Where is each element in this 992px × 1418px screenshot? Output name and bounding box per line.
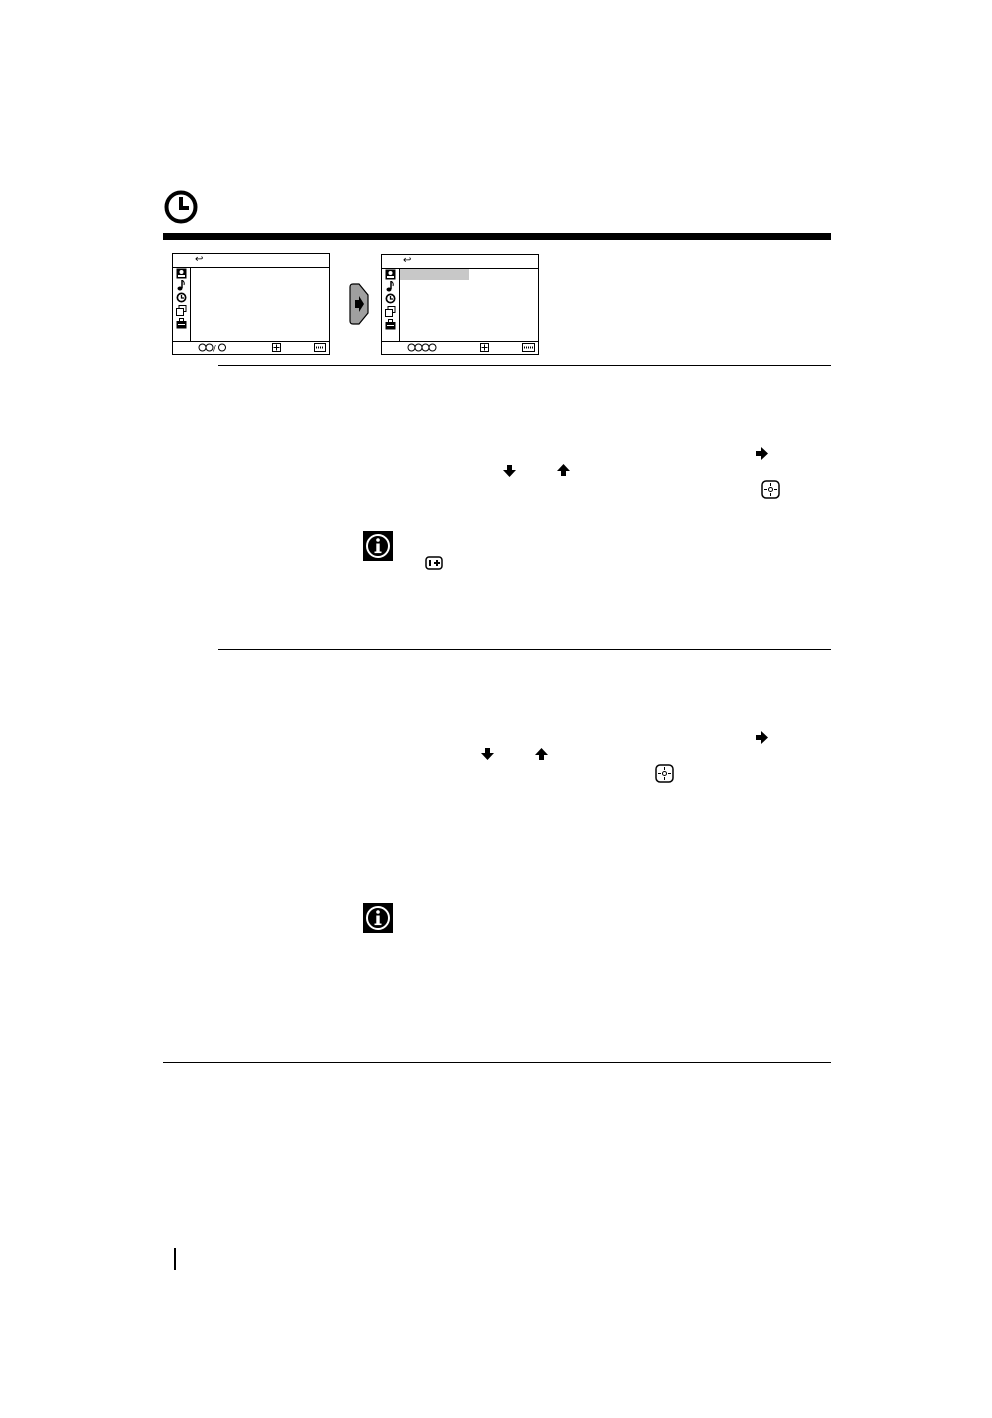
- up-arrow-icon: [534, 747, 549, 761]
- clock-icon: [163, 189, 199, 225]
- right-arrow-icon: [755, 730, 769, 745]
- tv-menu-screen-1: [172, 253, 330, 355]
- arrow-tab-icon: [349, 283, 369, 325]
- picture-icon: [176, 268, 187, 279]
- info-icon: [363, 531, 393, 561]
- menu-button-icon: [522, 343, 535, 352]
- preset-icon: [385, 306, 396, 317]
- down-arrow-icon: [502, 464, 517, 478]
- ok-button-icon: [272, 343, 281, 352]
- setup-icon: [176, 318, 187, 329]
- menu-footer-bar: [173, 341, 329, 354]
- preset-icon: [176, 305, 187, 316]
- right-arrow-icon: [755, 446, 769, 461]
- info-plus-button-icon: [425, 556, 443, 570]
- page-number-bar: [174, 1248, 176, 1270]
- timer-icon: [385, 293, 396, 304]
- down-arrow-icon: [480, 747, 495, 761]
- svg-text:/: /: [213, 344, 216, 352]
- section-divider: [218, 365, 831, 366]
- menu-title-bar: [382, 255, 538, 269]
- tv-menu-screen-2: [381, 254, 539, 355]
- menu-title-bar: [173, 254, 329, 268]
- info-icon: [363, 903, 393, 933]
- menu-selection-highlight: [400, 269, 469, 280]
- nav-buttons-icon: [198, 343, 228, 352]
- menu-button-icon: [314, 343, 326, 352]
- setup-icon: [385, 319, 396, 330]
- menu-icon-column: [382, 269, 400, 341]
- ok-button-icon: [655, 764, 674, 783]
- nav-buttons-icon: [407, 343, 437, 352]
- timer-icon: [176, 292, 187, 303]
- return-icon: ↩: [195, 254, 204, 265]
- menu-icon-column: [173, 268, 191, 341]
- up-arrow-icon: [556, 463, 571, 477]
- menu-footer-bar: [382, 341, 538, 354]
- section-divider: [218, 649, 831, 650]
- title-bar: [163, 233, 831, 240]
- picture-icon: [385, 269, 396, 280]
- page-bottom-rule: [163, 1062, 831, 1063]
- ok-button-icon: [480, 343, 489, 352]
- ok-button-icon: [761, 480, 780, 499]
- return-icon: ↩: [403, 255, 412, 266]
- sound-icon: [176, 280, 187, 291]
- sound-icon: [385, 281, 396, 292]
